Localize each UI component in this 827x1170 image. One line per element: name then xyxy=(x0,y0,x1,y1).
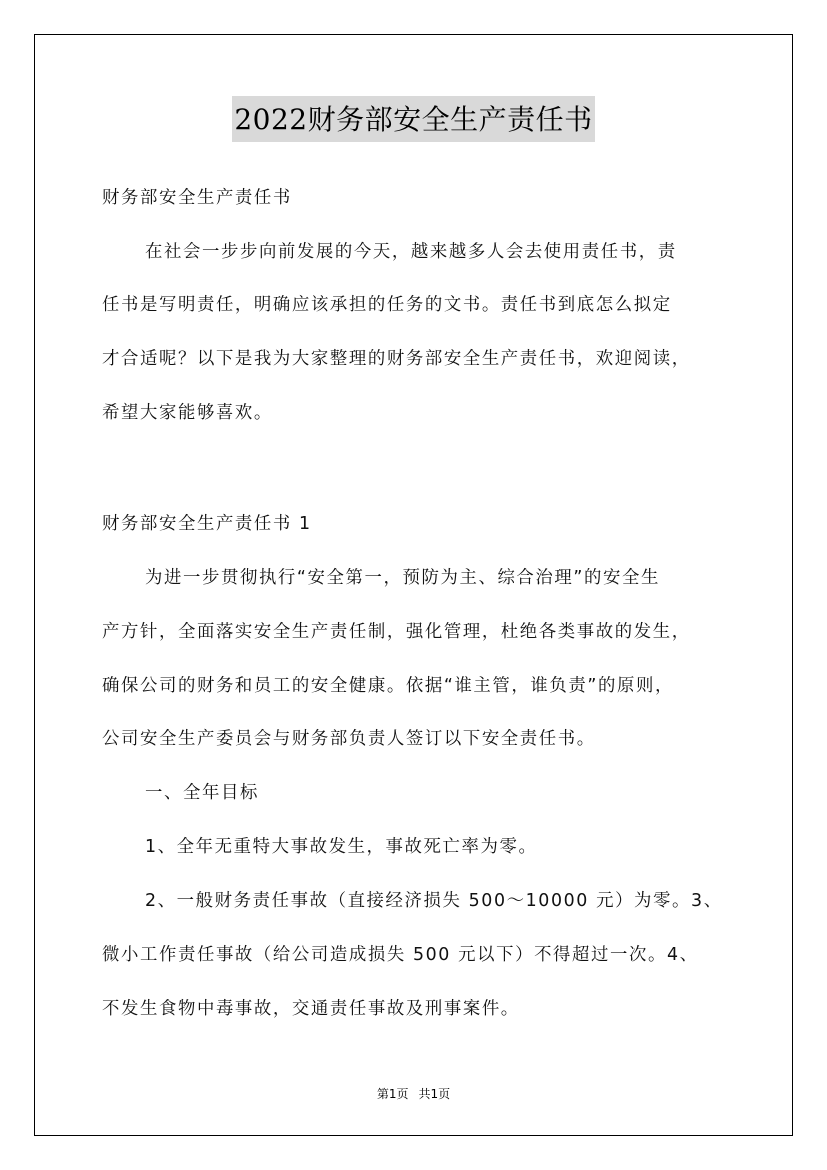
list-item: 1、全年无重特大事故发生，事故死亡率为零。 xyxy=(145,837,538,857)
title-container xyxy=(0,96,827,142)
subsection-heading: 一、全年目标 xyxy=(145,783,259,803)
page-number: 第1页 xyxy=(376,1087,409,1101)
paragraph-line: 产方针，全面落实安全生产责任制，强化管理，杜绝各类事故的发生， xyxy=(102,622,691,642)
paragraph-line: 确保公司的财务和员工的安全健康。依据“谁主管，谁负责”的原则， xyxy=(102,676,674,696)
paragraph-line: 任书是写明责任，明确应该承担的任务的文书。责任书到底怎么拟定 xyxy=(102,295,672,315)
paragraph-line: 在社会一步步向前发展的今天，越来越多人会去使用责任书，责 xyxy=(145,242,677,262)
document-title: 2022财务部安全生产责任书 xyxy=(232,96,594,142)
page-footer xyxy=(0,1085,827,1102)
list-item: 2、一般财务责任事故（直接经济损失 500～10000 元）为零。3、 xyxy=(145,891,723,911)
page-total: 共1页 xyxy=(418,1087,451,1101)
paragraph-line: 不发生食物中毒事故，交通责任事故及刑事案件。 xyxy=(102,999,520,1019)
paragraph-line: 微小工作责任事故（给公司造成损失 500 元以下）不得超过一次。4、 xyxy=(102,945,699,965)
section-heading: 财务部安全生产责任书 1 xyxy=(102,514,312,534)
paragraph-line: 希望大家能够喜欢。 xyxy=(102,403,273,423)
paragraph-line: 才合适呢？以下是我为大家整理的财务部安全生产责任书，欢迎阅读， xyxy=(102,349,691,369)
section-heading: 财务部安全生产责任书 xyxy=(102,188,292,208)
paragraph-line: 公司安全生产委员会与财务部负责人签订以下安全责任书。 xyxy=(102,729,596,749)
paragraph-line: 为进一步贯彻执行“安全第一，预防为主、综合治理”的安全生 xyxy=(145,568,660,588)
